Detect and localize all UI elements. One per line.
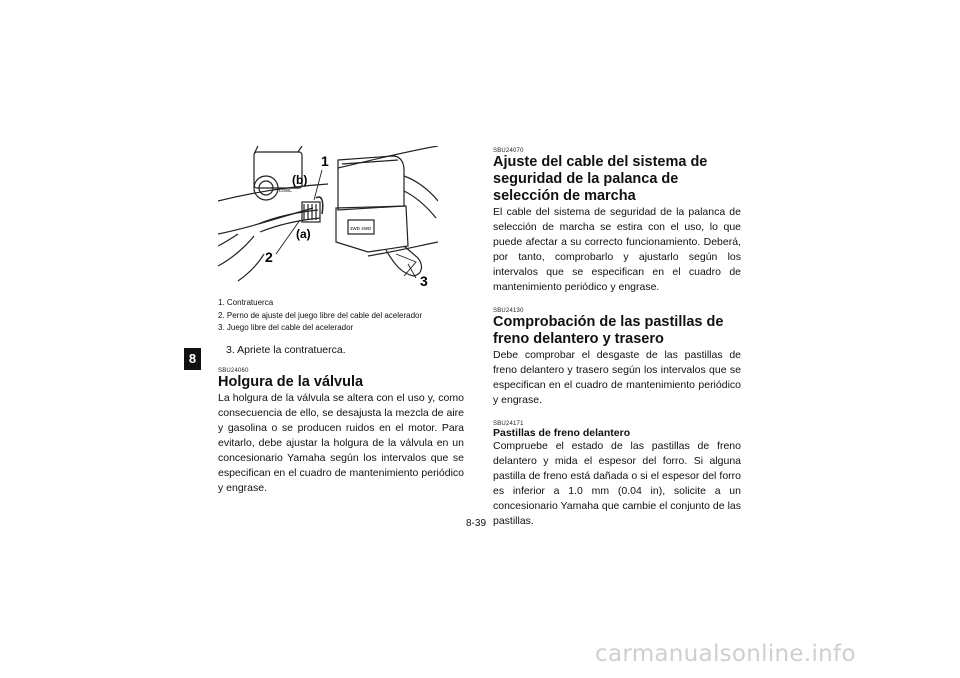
caption-2: 2. Perno de ajuste del juego libre del cable del acelerador	[218, 310, 423, 320]
page-number: 8-39	[466, 518, 487, 529]
section-title: Ajuste del cable del sistema de seguridad de la palanca de selección de marcha	[493, 154, 708, 204]
figure-captions	[218, 297, 468, 335]
drive-mode-switch-label: 2WD 4WD	[350, 226, 372, 231]
chapter-tab: 8	[184, 348, 201, 370]
section-safety-cable	[493, 148, 741, 295]
watermark: carmanualsonline.info	[595, 641, 856, 667]
step-3: 3. Apriete la contratuerca.	[226, 344, 346, 356]
label-2: 2	[265, 249, 273, 265]
handlebar-drawing	[218, 146, 438, 294]
section-body: Debe comprobar el desgaste de las pastillas de freno delantero y trasero según los intervalos que se especifican en el cuadro de mantenimiento periódico y engrase.	[493, 349, 741, 406]
caption-1: 1. Contratuerca	[218, 298, 274, 307]
label-3: 3	[420, 273, 428, 289]
section-title: Pastillas de freno delantero	[493, 427, 631, 439]
section-code: SBU24060	[218, 368, 249, 374]
section-title: Holgura de la válvula	[218, 374, 364, 390]
right-column	[493, 148, 741, 542]
reservoir-low-mark: LOWL	[279, 188, 292, 193]
label-a: (a)	[296, 227, 311, 241]
throttle-cable-illustration	[218, 146, 438, 294]
section-code: SBU24070	[493, 148, 524, 154]
section-code: SBU24130	[493, 308, 524, 314]
section-code: SBU24171	[493, 421, 524, 427]
left-column	[218, 368, 464, 509]
section-valve-clearance	[218, 368, 464, 496]
label-b: (b)	[292, 173, 308, 187]
section-body: La holgura de la válvula se altera con el uso y, como consecuencia de ello, se desajusta la mezcla de aire y gasolina o se producen ruidos en el motor. Para evitarlo, debe ajustar la holgura de la válvula en un concesionario Yamaha según los intervalos que se especifican en el cuadro de mantenimiento periódico y engrase.	[218, 392, 464, 494]
label-1: 1	[321, 153, 329, 169]
section-body: Compruebe el estado de las pastillas de freno delantero y mida el espesor del forro. Si alguna pastilla de freno está dañada o si el espesor del forro es inferior a 1.0 mm (0.04 in), solicite a un concesionario Yamaha que cambie el conjunto de las pastillas.	[493, 440, 741, 527]
section-title: Comprobación de las pastillas de freno delantero y trasero	[493, 314, 724, 347]
section-front-brake-pads	[493, 421, 741, 529]
section-brake-pads	[493, 308, 741, 408]
section-body: El cable del sistema de seguridad de la palanca de selección de marcha se estira con el uso, lo que puede afectar a su correcto funcionamiento. Deberá, por tanto, comprobarlo y ajustarlo según los intervalos que se especifican en el cuadro de mantenimiento periódico y engrase.	[493, 206, 741, 293]
caption-3: 3. Juego libre del cable del acelerador	[218, 323, 354, 332]
